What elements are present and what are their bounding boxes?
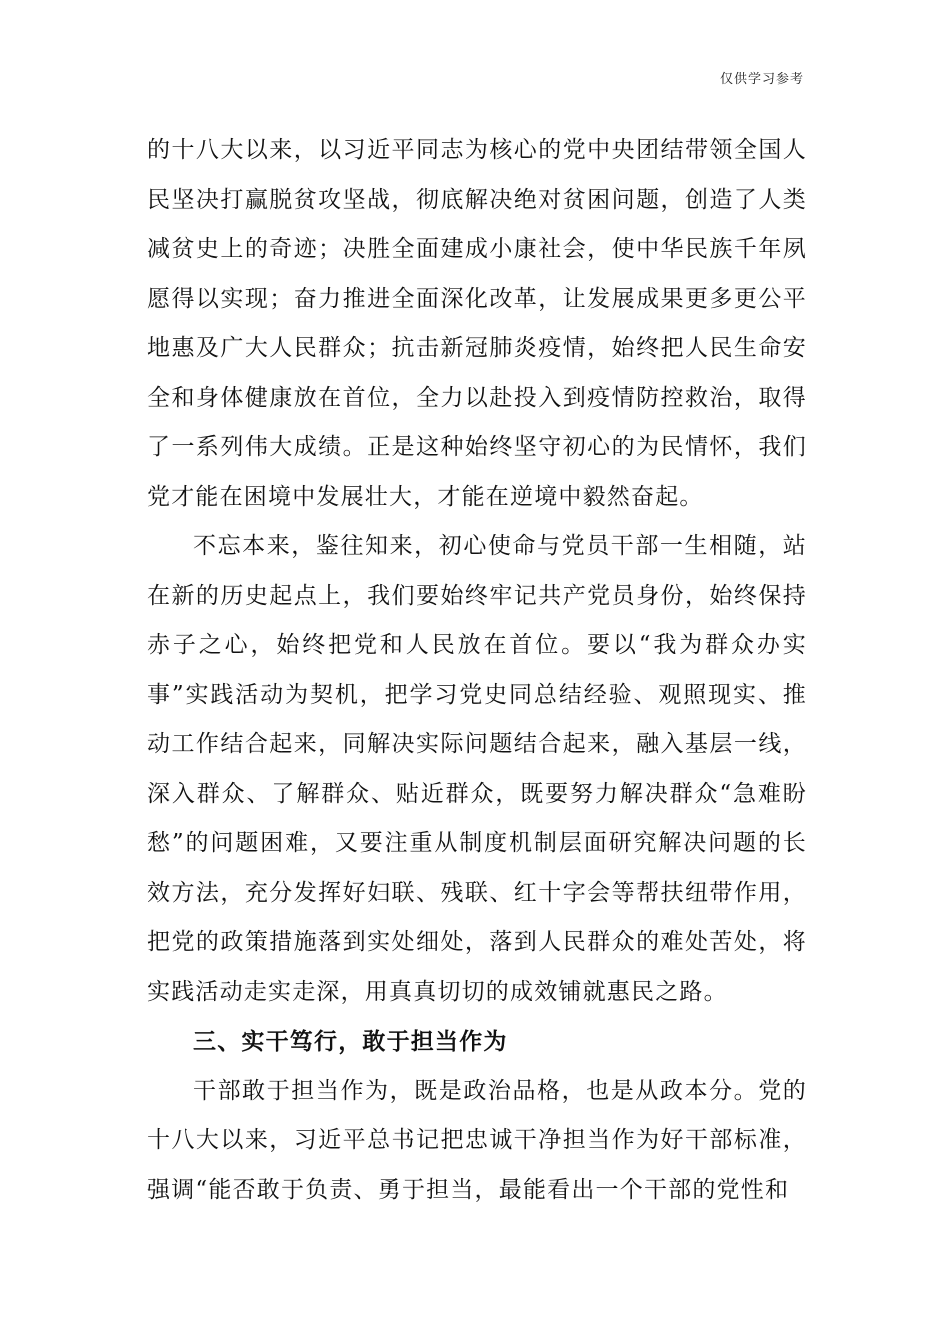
paragraph-responsibility: 干部敢于担当作为，既是政治品格，也是从政本分。党的十八大以来，习近平总书记把忠诚干净担当作为好干部标准，强调“能否敢于负责、勇于担当，最能看出一个干部的党性和 xyxy=(147,1077,807,1203)
paragraph-continuation: 的十八大以来，以习近平同志为核心的党中央团结带领全国人民坚决打赢脱贫攻坚战，彻底解决绝对贫困问题，创造了人类减贫史上的奇迹；决胜全面建成小康社会，使中华民族千年夙愿得以实现；奋力推进全面深化改革，让发展成果更多更公平地惠及广大人民群众；抗击新冠肺炎疫情，始终把人民生命安全和身体健康放在首位，全力以赴投入到疫情防控救治，取得了一系列伟大成绩。正是这种始终坚守初心的为民情怀，我们党才能在困境中发展壮大，才能在逆境中毅然奋起。 xyxy=(147,137,807,510)
header-note: 仅供学习参考 xyxy=(719,72,804,87)
document-body xyxy=(147,126,807,1215)
section-heading: 三、实干笃行，敢于担当作为 xyxy=(193,1028,508,1055)
paragraph-mission: 不忘本来，鉴往知来，初心使命与党员干部一生相随，站在新的历史起点上，我们要始终牢记共产党员身份，始终保持赤子之心，始终把党和人民放在首位。要以“我为群众办实事”实践活动为契机，把学习党史同总结经验、观照现实、推动工作结合起来，同解决实际问题结合起来，融入基层一线，深入群众、了解群众、贴近群众，既要努力解决群众“急难盼愁”的问题困难，又要注重从制度机制层面研究解决问题的长效方法，充分发挥好妇联、残联、红十字会等帮扶纽带作用，把党的政策措施落到实处细处，落到人民群众的难处苦处，将实践活动走实走深，用真真切切的成效铺就惠民之路。 xyxy=(147,533,807,1005)
